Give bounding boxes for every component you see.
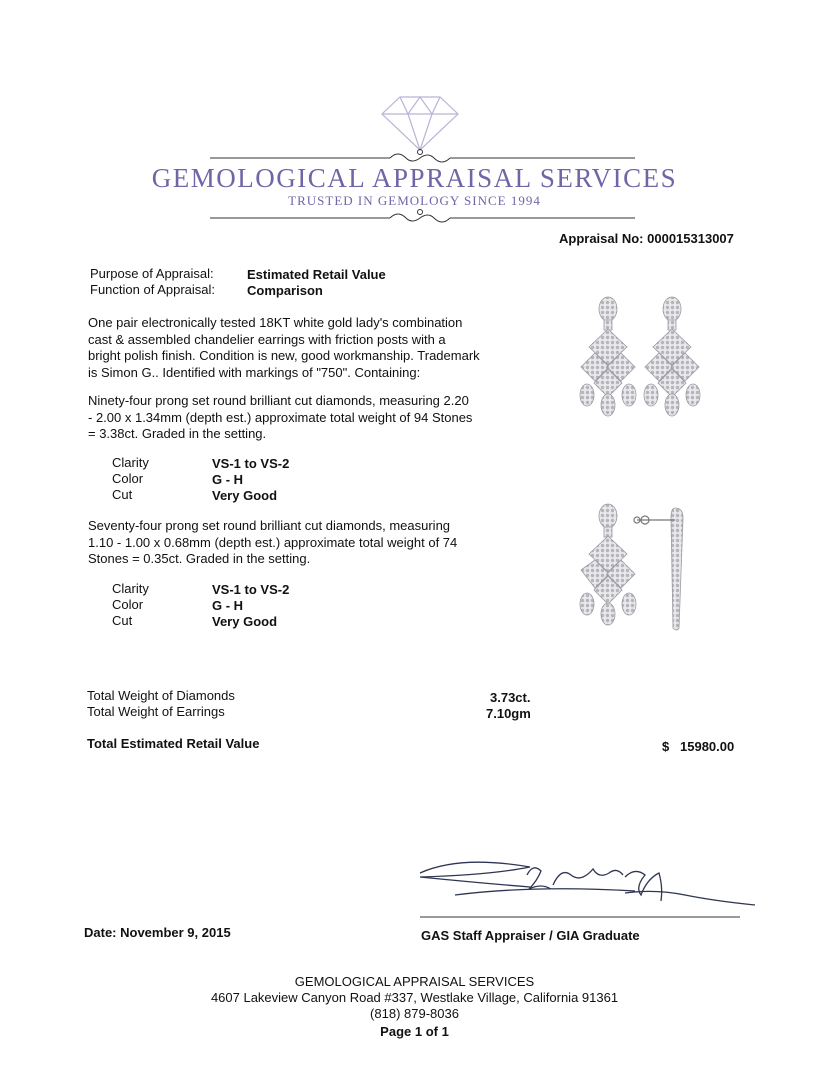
stone-text-line: Ninety-four prong set round brilliant cut diamonds, measuring 2.20 [88,393,469,408]
function-label: Function of Appraisal: [90,282,216,297]
total-earrings-label: Total Weight of Earrings [87,704,225,719]
stone-text-line: - 2.00 x 1.34mm (depth est.) approximate total weight of 94 Stones [88,409,473,425]
clarity-label: Clarity [112,581,149,596]
clarity-value: VS-1 to VS-2 [212,456,290,471]
clarity-value: VS-1 to VS-2 [212,582,290,597]
stone-text-line: 1.10 - 1.00 x 0.68mm (depth est.) approximate total weight of 74 [88,534,458,550]
currency-symbol: $ [662,739,670,754]
brand-tagline: TRUSTED IN GEMOLOGY SINCE 1994 [288,193,541,208]
earrings-side-photo [575,498,705,633]
cut-label: Cut [112,487,133,502]
color-label: Color [112,597,144,612]
appraiser-title: GAS Staff Appraiser / GIA Graduate [421,928,640,943]
footer-phone: (818) 879-8036 [370,1006,459,1021]
item-description [88,315,513,381]
appraisal-number: Appraisal No: 000015313007 [559,231,734,246]
stone-text-line: Stones = 0.35ct. Graded in the setting. [88,551,311,566]
appraiser-signature [415,855,760,925]
ornament-divider-top [210,150,635,163]
color-value: G - H [212,598,244,613]
brand-logo [200,90,640,230]
clarity-label: Clarity [112,455,149,470]
appraisal-date: Date: November 9, 2015 [84,925,231,940]
stone-group-2-text [88,518,513,568]
page-number: Page 1 of 1 [380,1024,449,1039]
stone-text-line: = 3.38ct. Graded in the setting. [88,426,267,441]
cut-value: Very Good [212,488,278,503]
footer-company: GEMOLOGICAL APPRAISAL SERVICES [294,974,535,989]
cut-value: Very Good [212,614,278,629]
function-value: Comparison [247,283,323,298]
cut-label: Cut [112,613,133,628]
retail-value-amount: 15980.00 [680,739,735,754]
total-earrings-value: 7.10gm [486,706,531,721]
description-line: is Simon G.. Identified with markings of "750". Containing: [88,364,421,380]
color-value: G - H [212,472,244,487]
stone-group-1-text [88,393,513,443]
earrings-front-photo [575,295,705,425]
brand-name: GEMOLOGICAL APPRAISAL SERVICES [151,163,678,193]
total-diamonds-value: 3.73ct. [490,690,531,705]
description-line: cast & assembled chandelier earrings with friction posts with a [88,331,446,347]
diamond-icon [382,97,458,150]
footer-address: 4607 Lakeview Canyon Road #337, Westlake Village, California 91361 [210,990,619,1005]
total-diamonds-label: Total Weight of Diamonds [87,688,235,703]
ornament-divider-bottom [210,210,635,223]
stone-text-line: Seventy-four prong set round brilliant cut diamonds, measuring [88,518,451,533]
color-label: Color [112,471,144,486]
retail-value-label: Total Estimated Retail Value [87,736,260,751]
purpose-label: Purpose of Appraisal: [90,266,214,281]
purpose-value: Estimated Retail Value [247,267,386,282]
description-line: bright polish finish. Condition is new, good workmanship. Trademark [88,348,480,363]
description-line: One pair electronically tested 18KT white gold lady's combination [88,315,463,330]
